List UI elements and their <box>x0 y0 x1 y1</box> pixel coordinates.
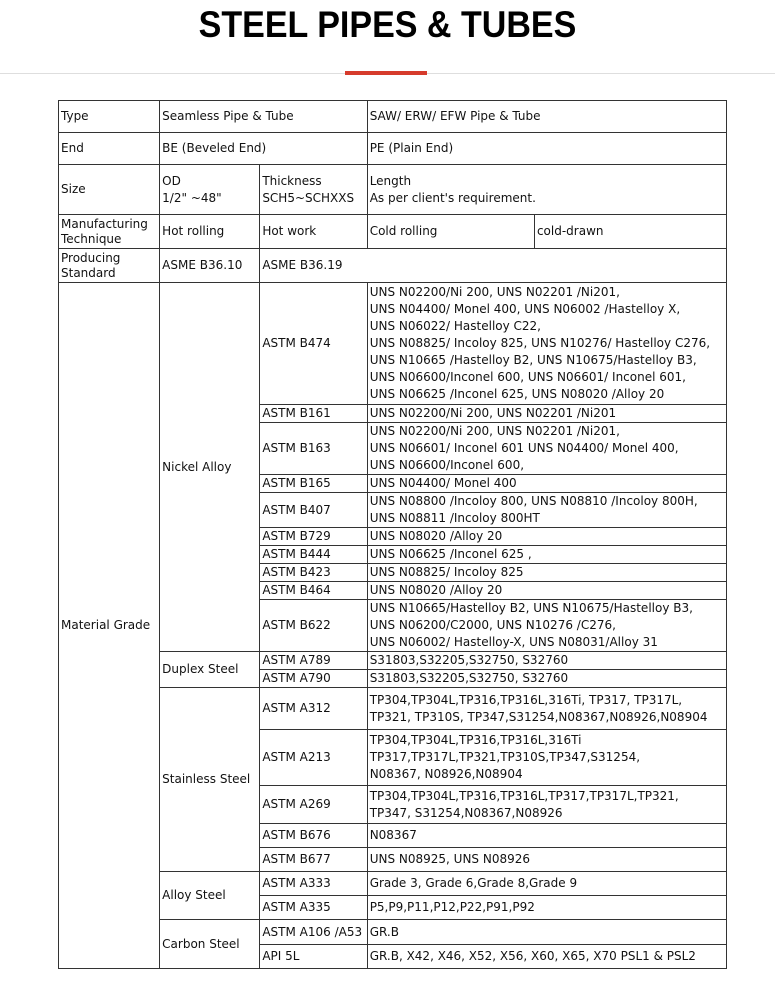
grade-cell: GR.B <box>367 920 726 945</box>
table-row-type <box>59 101 727 133</box>
spec-cell: ASTM A333 <box>260 872 367 896</box>
spec-cell: ASTM B677 <box>260 848 367 872</box>
grade-cell: S31803,S32205,S32750, S32760 <box>367 652 726 670</box>
grade-cell: TP304,TP304L,TP316,TP316L,316Ti, TP317, TP317L, TP321, TP310S, TP347,S31254,N08367,N08926,N08904 <box>367 688 726 730</box>
spec-cell: ASTM B464 <box>260 582 367 600</box>
table-row-manufacturing <box>59 215 727 249</box>
row-label-type: Type <box>59 101 160 133</box>
grade-cell: UNS N10665/Hastelloy B2, UNS N10675/Hastelloy B3, UNS N06200/C2000, UNS N10276 /C276, UNS N06002/ Hastelloy-X, UNS N08031/Alloy 31 <box>367 600 726 652</box>
spec-cell: ASTM B622 <box>260 600 367 652</box>
manufacturing-cold-rolling: Cold rolling <box>367 215 534 249</box>
spec-cell: ASTM B676 <box>260 824 367 848</box>
spec-cell: ASTM A790 <box>260 670 367 688</box>
group-label-nickel-alloy: Nickel Alloy <box>160 283 260 652</box>
table-row <box>59 283 727 405</box>
grade-cell: TP304,TP304L,TP316,TP316L,TP317,TP317L,TP321, TP347, S31254,N08367,N08926 <box>367 786 726 824</box>
spec-cell: ASTM A312 <box>260 688 367 730</box>
grade-cell: GR.B, X42, X46, X52, X56, X60, X65, X70 PSL1 & PSL2 <box>367 945 726 969</box>
spec-cell: API 5L <box>260 945 367 969</box>
table-row <box>59 688 727 730</box>
spec-cell: ASTM B729 <box>260 528 367 546</box>
size-od: OD 1/2" ~48" <box>160 165 260 215</box>
table-row <box>59 652 727 670</box>
group-label-carbon-steel: Carbon Steel <box>160 920 260 969</box>
grade-cell: UNS N08020 /Alloy 20 <box>367 582 726 600</box>
size-thickness: Thickness SCH5~SCHXXS <box>260 165 367 215</box>
spec-cell: ASTM B165 <box>260 475 367 493</box>
row-label-size: Size <box>59 165 160 215</box>
table-row-end <box>59 133 727 165</box>
type-seamless: Seamless Pipe & Tube <box>160 101 368 133</box>
grade-cell: Grade 3, Grade 6,Grade 8,Grade 9 <box>367 872 726 896</box>
spec-cell: ASTM A213 <box>260 730 367 786</box>
table-row-standard <box>59 249 727 283</box>
specs-table <box>58 100 727 969</box>
spec-cell: ASTM B423 <box>260 564 367 582</box>
type-welded: SAW/ ERW/ EFW Pipe & Tube <box>367 101 726 133</box>
end-be: BE (Beveled End) <box>160 133 368 165</box>
table-row-size <box>59 165 727 215</box>
row-label-end: End <box>59 133 160 165</box>
row-label-material-grade: Material Grade <box>59 283 160 969</box>
grade-cell: UNS N02200/Ni 200, UNS N02201 /Ni201, UNS N06601/ Inconel 601 UNS N04400/ Monel 400, UNS N06600/Inconel 600, <box>367 423 726 475</box>
grade-cell: UNS N08825/ Incoloy 825 <box>367 564 726 582</box>
grade-cell: UNS N08800 /Incoloy 800, UNS N08810 /Incoloy 800H, UNS N08811 /Incoloy 800HT <box>367 493 726 528</box>
table-row <box>59 872 727 896</box>
size-length: Length As per client's requirement. <box>367 165 726 215</box>
title-accent-bar <box>345 71 427 75</box>
group-label-alloy-steel: Alloy Steel <box>160 872 260 920</box>
grade-cell: TP304,TP304L,TP316,TP316L,316Ti TP317,TP317L,TP321,TP310S,TP347,S31254, N08367, N08926,N08904 <box>367 730 726 786</box>
spec-cell: ASTM B407 <box>260 493 367 528</box>
spec-cell: ASTM B161 <box>260 405 367 423</box>
spec-cell: ASTM A335 <box>260 896 367 920</box>
standard-b3619: ASME B36.19 <box>260 249 727 283</box>
spec-cell: ASTM A106 /A53 <box>260 920 367 945</box>
row-label-standard: Producing Standard <box>59 249 160 283</box>
grade-cell: UNS N02200/Ni 200, UNS N02201 /Ni201, UNS N04400/ Monel 400, UNS N06002 /Hastelloy X, UNS N06022/ Hastelloy C22, UNS N08825/ Incoloy 825, UNS N10276/ Hastelloy C276, UNS N10665 /Hastelloy B2, UNS N10675/Hastelloy B3, UNS N06600/Inconel 600, UNS N06601/ Inconel 601, UNS N06625 /Inconel 625, UNS N08020 /Alloy 20 <box>367 283 726 405</box>
grade-cell: N08367 <box>367 824 726 848</box>
spec-cell: ASTM A789 <box>260 652 367 670</box>
grade-cell: UNS N04400/ Monel 400 <box>367 475 726 493</box>
spec-cell: ASTM B474 <box>260 283 367 405</box>
standard-b3610: ASME B36.10 <box>160 249 260 283</box>
manufacturing-hot-work: Hot work <box>260 215 367 249</box>
row-label-manufacturing: Manufacturing Technique <box>59 215 160 249</box>
grade-cell: UNS N06625 /Inconel 625 , <box>367 546 726 564</box>
manufacturing-cold-drawn: cold-drawn <box>534 215 726 249</box>
spec-cell: ASTM B444 <box>260 546 367 564</box>
group-label-duplex-steel: Duplex Steel <box>160 652 260 688</box>
spec-cell: ASTM B163 <box>260 423 367 475</box>
table-row <box>59 920 727 945</box>
grade-cell: UNS N08020 /Alloy 20 <box>367 528 726 546</box>
grade-cell: UNS N02200/Ni 200, UNS N02201 /Ni201 <box>367 405 726 423</box>
end-pe: PE (Plain End) <box>367 133 726 165</box>
manufacturing-hot-rolling: Hot rolling <box>160 215 260 249</box>
spec-cell: ASTM A269 <box>260 786 367 824</box>
grade-cell: UNS N08925, UNS N08926 <box>367 848 726 872</box>
grade-cell: S31803,S32205,S32750, S32760 <box>367 670 726 688</box>
group-label-stainless-steel: Stainless Steel <box>160 688 260 872</box>
page-title: STEEL PIPES & TUBES <box>198 4 577 45</box>
grade-cell: P5,P9,P11,P12,P22,P91,P92 <box>367 896 726 920</box>
